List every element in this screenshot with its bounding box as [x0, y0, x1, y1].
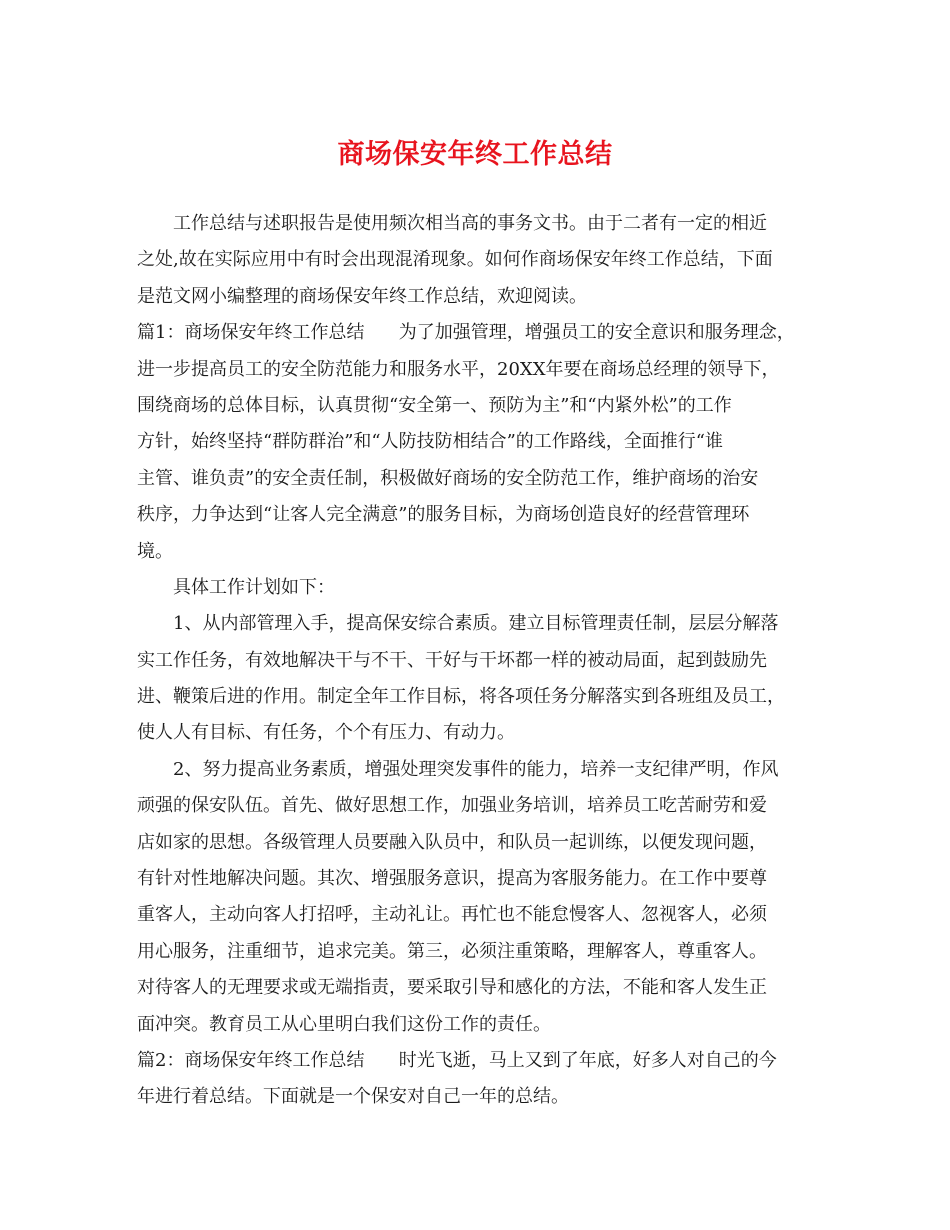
text-line: 主管、谁负责”的安全责任制，积极做好商场的安全防范工作，维护商场的治安 — [137, 467, 759, 489]
text-line: 篇2：商场保安年终工作总结 时光飞逝，马上又到了年底，好多人对自己的今 — [137, 1049, 777, 1071]
text-line: 使人人有目标、有任务，个个有压力、有动力。 — [137, 722, 515, 744]
text-line: 面冲突。教育员工从心里明白我们这份工作的责任。 — [137, 1013, 551, 1035]
document-body — [137, 206, 827, 1116]
text-line: 1、从内部管理入手，提高保安综合素质。建立目标管理责任制，层层分解落 — [173, 613, 779, 635]
text-line: 2、努力提高业务素质，增强处理突发事件的能力，培养一支纪律严明，作风 — [173, 758, 779, 780]
text-line: 秩序，力争达到“让客人完全满意”的服务目标，为商场创造良好的经营管理环 — [137, 504, 750, 526]
text-line: 进一步提高员工的安全防范能力和服务水平，20XX年要在商场总经理的领导下， — [137, 358, 780, 380]
text-line: 对待客人的无理要求或无端指责，要采取引导和感化的方法，不能和客人发生正 — [137, 977, 767, 999]
text-line: 是范文网小编整理的商场保安年终工作总结，欢迎阅读。 — [137, 285, 587, 307]
text-line: 围绕商场的总体目标，认真贯彻“安全第一、预防为主”和“内紧外松”的工作 — [137, 394, 732, 416]
text-line: 重客人，主动向客人打招呼，主动礼让。再忙也不能怠慢客人、忽视客人，必须 — [137, 904, 767, 926]
text-line: 工作总结与述职报告是使用频次相当高的事务文书。由于二者有一定的相近 — [173, 213, 767, 234]
text-line: 实工作任务，有效地解决干与不干、干好与干坏都一样的被动局面，起到鼓励先 — [137, 649, 767, 671]
text-line: 之处,故在实际应用中有时会出现混淆现象。如何作商场保安年终工作总结，下面 — [137, 249, 773, 271]
text-line: 进、鞭策后进的作用。制定全年工作目标，将各项任务分解落实到各班组及员工， — [137, 686, 785, 708]
page-title: 商场保安年终工作总结 — [337, 139, 613, 170]
text-line: 年进行着总结。下面就是一个保安对自己一年的总结。 — [137, 1086, 569, 1108]
text-line: 方针，始终坚持“群防群治”和“人防技防相结合”的工作路线，全面推行“谁 — [137, 431, 724, 453]
text-line: 境。 — [137, 540, 173, 562]
text-line: 有针对性地解决问题。其次、增强服务意识，提高为客服务能力。在工作中要尊 — [137, 868, 767, 890]
text-line: 篇1：商场保安年终工作总结 为了加强管理，增强员工的安全意识和服务理念， — [137, 322, 795, 344]
text-line: 店如家的思想。各级管理人员要融入队员中，和队员一起训练，以便发现问题， — [137, 831, 767, 853]
text-line: 用心服务，注重细节，追求完美。第三，必须注重策略，理解客人，尊重客人。 — [137, 940, 767, 962]
text-line: 顽强的保安队伍。首先、做好思想工作，加强业务培训，培养员工吃苦耐劳和爱 — [137, 795, 767, 817]
text-line: 具体工作计划如下： — [173, 576, 335, 598]
